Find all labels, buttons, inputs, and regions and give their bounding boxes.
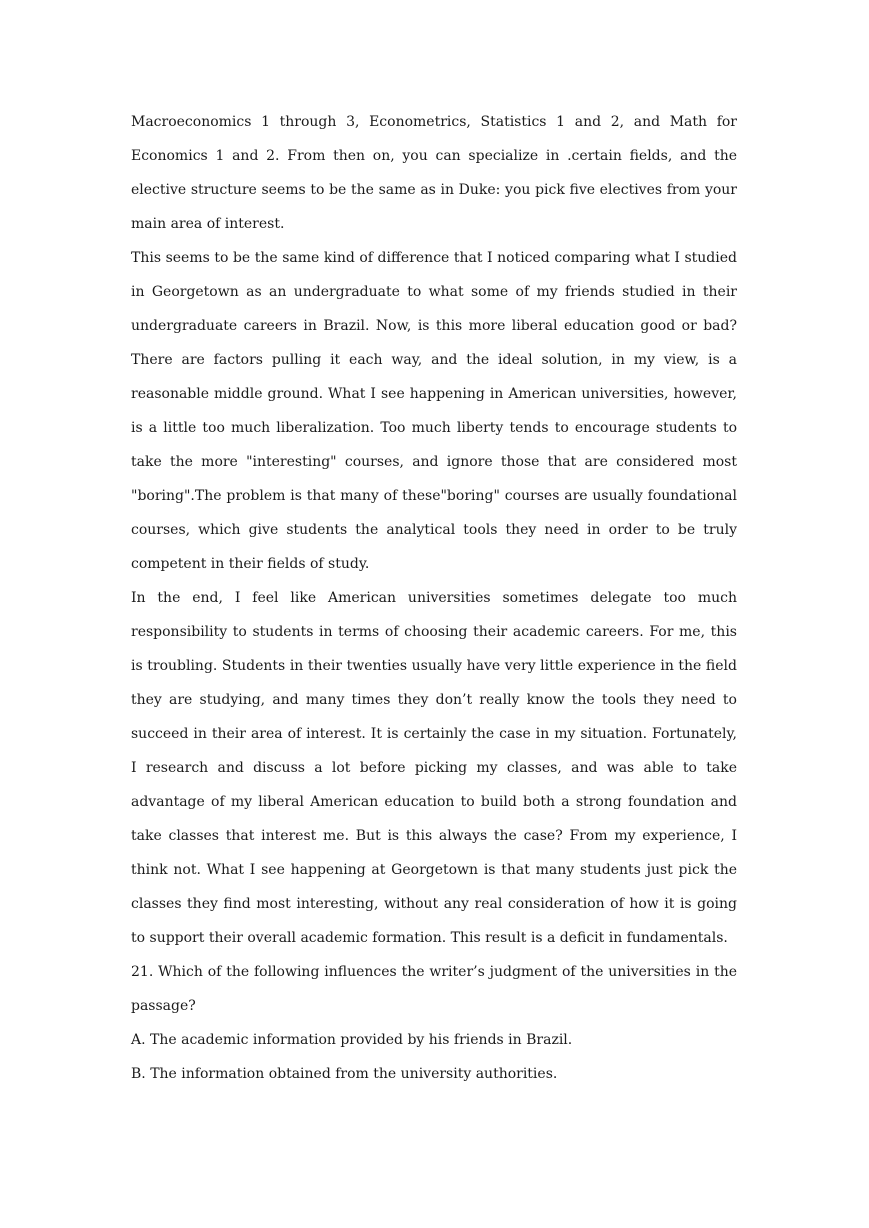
document-page [131,105,737,1091]
passage-paragraph-1: Macroeconomics 1 through 3, Econometrics, Statistics 1 and 2, and Math for Economics 1 and 2. From then on, you can specialize in .certain fields, and the elective structure seems to be the same as in Duke: you pick five electives from your main area of interest. [131,114,737,232]
passage-paragraph-2: This seems to be the same kind of difference that I noticed comparing what I studied in Georgetown as an undergraduate to what some of my friends studied in their undergraduate careers in Brazil. Now, is this more liberal education good or bad? There are factors pulling it each way, and the ideal solution, in my view, is a reasonable middle ground. What I see happening in American universities, however, is a little too much liberalization. Too much liberty tends to encourage students to take the more "interesting" courses, and ignore those that are considered most "boring".The problem is that many of these"boring" courses are usually foundational courses, which give students the analytical tools they need in order to be truly competent in their fields of study. [131,250,737,572]
question-option-a: A. The academic information provided by his friends in Brazil. [131,1032,573,1048]
question-stem: 21. Which of the following influences the writer’s judgment of the universities in the passage? [131,964,737,1014]
passage-paragraph-3: In the end, I feel like American universities sometimes delegate too much responsibility to students in terms of choosing their academic careers. For me, this is troubling. Students in their twenties usually have very little experience in the field they are studying, and many times they don’t really know the tools they need to succeed in their area of interest. It is certainly the case in my situation. Fortunately, I research and discuss a lot before picking my classes, and was able to take advantage of my liberal American education to build both a strong foundation and take classes that interest me. But is this always the case? From my experience, I think not. What I see happening at Georgetown is that many students just pick the classes they find most interesting, without any real consideration of how it is going to support their overall academic formation. This result is a deficit in fundamentals. [131,590,737,946]
question-option-b: B. The information obtained from the university authorities. [131,1066,558,1082]
